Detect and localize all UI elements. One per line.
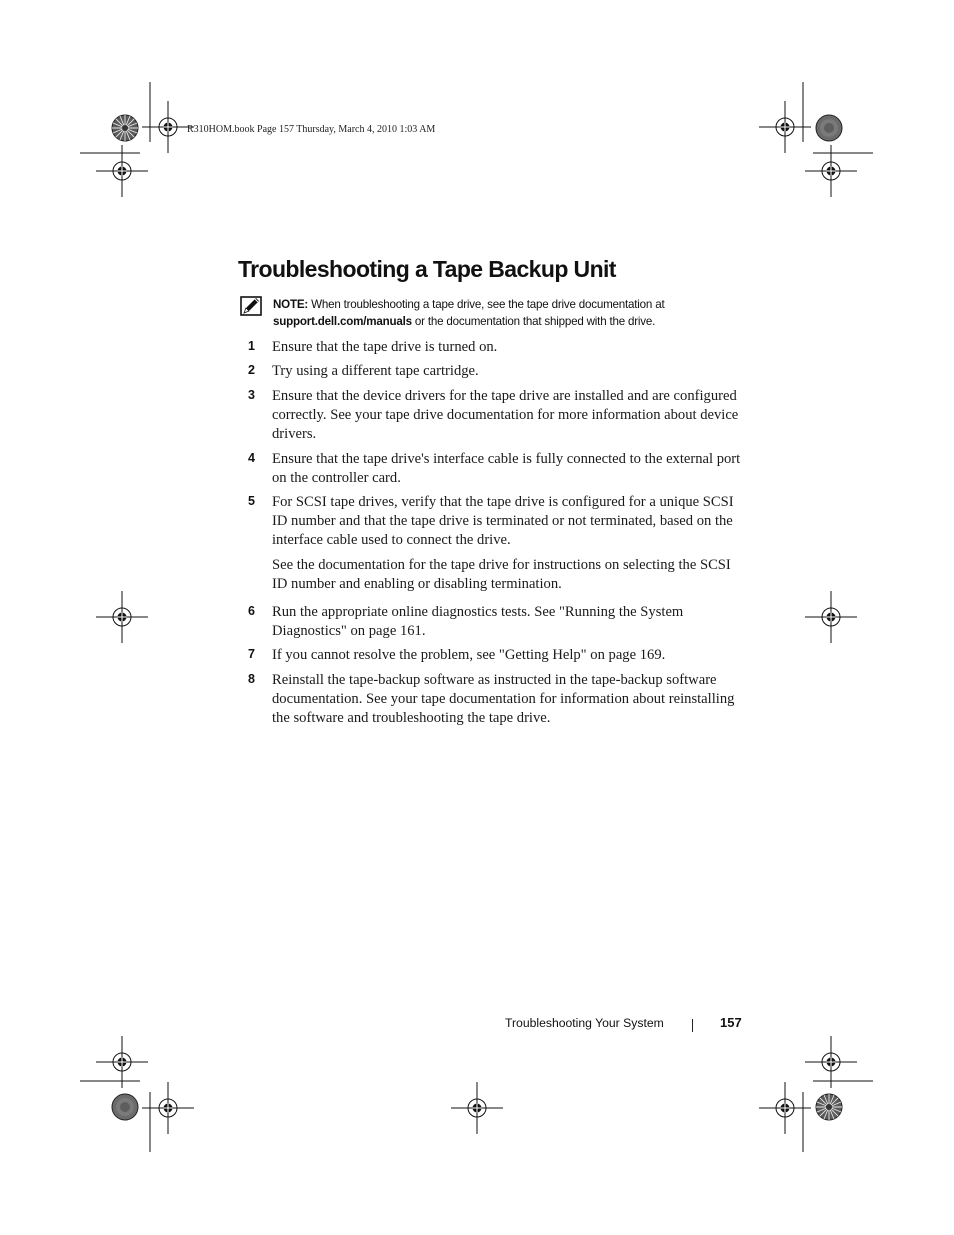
step-number: 1 — [248, 339, 255, 353]
step-text: Ensure that the tape drive's interface cable is fully connected to the external port on the controller card. — [272, 451, 741, 486]
footer-section-title: Troubleshooting Your System — [505, 1016, 664, 1030]
step-text: Run the appropriate online diagnostics tests. See "Running the System Diagnostics" on page 161. — [272, 604, 684, 639]
note-text-before: When troubleshooting a tape drive, see the tape drive documentation at — [308, 298, 665, 311]
page-number: 157 — [720, 1015, 742, 1030]
step-subtext: See the documentation for the tape drive for instructions on selecting the SCSI ID number and enabling or disabling termination. — [272, 557, 731, 592]
step-number: 7 — [248, 647, 255, 661]
step-text: Ensure that the device drivers for the tape drive are installed and are configured correctly. See your tape drive documentation for more information about device drivers. — [272, 388, 739, 442]
pencil-note-icon — [240, 296, 262, 316]
support-link[interactable]: support.dell.com/manuals — [273, 315, 412, 328]
step-number: 4 — [248, 451, 255, 465]
page-title: Troubleshooting a Tape Backup Unit — [238, 256, 616, 282]
step-text: If you cannot resolve the problem, see "Getting Help" on page 169. — [272, 647, 666, 663]
step-number: 8 — [248, 672, 255, 686]
step-number: 3 — [248, 388, 255, 402]
step-number: 2 — [248, 363, 255, 377]
step-text: Ensure that the tape drive is turned on. — [272, 339, 498, 355]
note-text-after: or the documentation that shipped with the drive. — [411, 315, 656, 328]
step-number: 5 — [248, 494, 255, 508]
note-text — [273, 296, 743, 330]
step-number: 6 — [248, 604, 255, 618]
step-text: For SCSI tape drives, verify that the tape drive is configured for a unique SCSI ID number and that the tape drive is terminated or not terminated, based on the interface cable used to connect the drive. — [272, 494, 734, 548]
note-label: NOTE: — [273, 298, 309, 311]
footer-divider — [692, 1019, 693, 1032]
step-text: Reinstall the tape-backup software as instructed in the tape-backup software documentation. See your tape documentation for information about reinstalling the software and troubleshooting the tape drive. — [272, 672, 735, 726]
step-text: Try using a different tape cartridge. — [272, 363, 479, 379]
print-slug: R310HOM.book Page 157 Thursday, March 4, 2010 1:03 AM — [187, 124, 436, 135]
